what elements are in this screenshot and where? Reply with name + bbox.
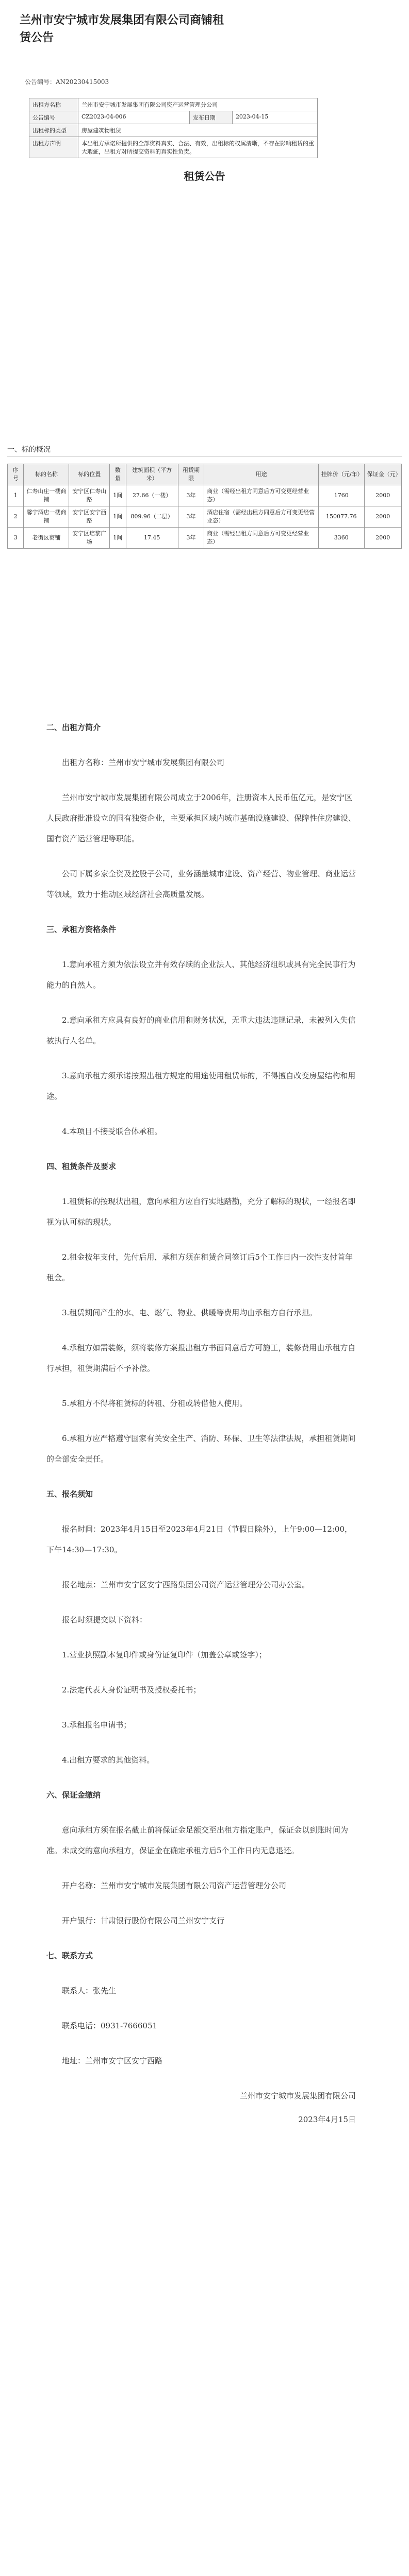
body-paragraph: 1.意向承租方须为依法设立并有效存续的企业法人、其他经济组织或具有完全民事行为能力的自然人。	[46, 960, 356, 990]
usage-text: 酒店住宿	[207, 509, 230, 516]
table-value: 房屋建筑物租赁	[78, 124, 318, 137]
table-cell: 3360	[318, 528, 364, 549]
page-title: 兰州市安宁城市发展集团有限公司商铺租赁公告	[20, 13, 224, 44]
section-heading: 三、承租方资格条件	[46, 925, 117, 934]
column-header: 挂牌价（元/年）	[318, 464, 364, 485]
body-paragraph: 1.租赁标的按现状出租，意向承租方应自行实地踏勘，充分了解标的现状，一经报名即视为认可标的现状。	[46, 1197, 356, 1227]
table-cell: 2	[8, 506, 24, 528]
table-row	[8, 485, 402, 506]
body-paragraph: 4.出租方要求的其他资料。	[62, 1755, 155, 1765]
table-cell: 商业（需经出租方同意后方可变更经营业态）	[204, 485, 319, 506]
body-paragraph: 3.意向承租方须承诺按照出租方规定的用途使用租赁标的，不得擅自改变房屋结构和用途。	[46, 1071, 356, 1101]
table-row	[29, 137, 318, 158]
table-cell: 2000	[364, 528, 401, 549]
body-paragraph: 2.租金按年支付，先付后用，承租方须在租赁合同签订后5个工作日内一次性支付首年租金。	[46, 1252, 353, 1282]
table-cell: 仁寿山庄一楼商铺	[24, 485, 69, 506]
column-header: 租赁期限	[178, 464, 204, 485]
table-cell: 1间	[110, 485, 126, 506]
column-header: 标的名称	[24, 464, 69, 485]
usage-note: 需经出租方同意后方可变更经营业态	[207, 530, 309, 545]
table-value: 兰州市安宁城市发展集团有限公司资产运营管理分公司	[78, 98, 318, 111]
body-paragraph: 联系人：张先生	[62, 1986, 117, 1995]
body-paragraph: 报名时须提交以下资料：	[62, 1615, 148, 1624]
table-cell: 1间	[110, 506, 126, 528]
signature-company: 兰州市安宁城市发展集团有限公司	[239, 2091, 356, 2100]
table-cell: 1760	[318, 485, 364, 506]
table-cell: 馨宁酒店一楼商铺	[24, 506, 69, 528]
table-label: 出租标的类型	[29, 124, 78, 137]
table-label: 发布日期	[189, 111, 232, 124]
table-cell: 1间	[110, 528, 126, 549]
body-paragraph: 开户名称：兰州市安宁城市发展集团有限公司资产运营管理分公司	[62, 1881, 287, 1890]
column-header: 数量	[110, 464, 126, 485]
body-paragraph: 开户银行：甘肃银行股份有限公司兰州安宁支行	[62, 1916, 225, 1925]
table-cell: 1	[8, 485, 24, 506]
usage-note: 需经出租方同意后方可变更经营业态	[207, 488, 309, 503]
table-cell: 3	[8, 528, 24, 549]
table-cell: 3年	[178, 528, 204, 549]
section-heading: 二、出租方简介	[46, 723, 101, 732]
table-row	[29, 111, 318, 124]
table-cell: 2000	[364, 485, 401, 506]
body-paragraph: 1.营业执照副本复印件或身份证复印件（加盖公章或签字）；	[62, 1650, 267, 1659]
column-header: 序号	[8, 464, 24, 485]
table-cell: 安宁区仁寿山路	[69, 485, 110, 506]
body-paragraph: 2.法定代表人身份证明书及授权委托书；	[62, 1685, 201, 1694]
table-cell: 安宁区安宁西路	[69, 506, 110, 528]
table-cell: 酒店住宿（需经出租方同意后方可变更经营业态）	[204, 506, 319, 528]
table-cell: 安宁区培黎广场	[69, 528, 110, 549]
body-paragraph: 4.承租方如需装修，须将装修方案报出租方书面同意后方可施工，装修费用由承租方自行承担，租赁期满后不予补偿。	[46, 1343, 356, 1373]
table-value: CZ2023-04-006	[78, 111, 190, 124]
table-cell: 17.45	[126, 528, 178, 549]
table-cell: 2000	[364, 506, 401, 528]
section-heading: 七、联系方式	[46, 1951, 93, 1960]
body-paragraph: 2.意向承租方应具有良好的商业信用和财务状况，无重大违法违规记录，未被列入失信被执行人名单。	[46, 1015, 356, 1045]
table-cell: 商业（需经出租方同意后方可变更经营业态）	[204, 528, 319, 549]
announcement-number: 公告编号：AN20230415003	[25, 78, 109, 86]
table-cell: 809.96（二层）	[126, 506, 178, 528]
signature-date: 2023年4月15日	[298, 2115, 356, 2124]
body-paragraph: 出租方名称：兰州市安宁城市发展集团有限公司	[62, 758, 225, 767]
announcement-body	[46, 711, 356, 2133]
table-label: 出租方名称	[29, 98, 78, 111]
usage-text: 商业	[207, 530, 219, 537]
body-paragraph: 报名时间：2023年4月15日至2023年4月21日（节假日除外），上午9:00—12:00，下午14:30—17:30。	[46, 1524, 353, 1554]
table-row	[29, 98, 318, 111]
body-paragraph: 3.租赁期间产生的水、电、燃气、物业、供暖等费用均由承租方自行承担。	[62, 1308, 317, 1317]
table-value: 本出租方承诺所提供的全部资料真实、合法、有效，出租标的权属清晰，不存在影响租赁的重大瑕疵，出租方对所提交资料的真实性负责。	[78, 137, 318, 158]
body-paragraph: 6.承租方应严格遵守国家有关安全生产、消防、环保、卫生等法律法规，承担租赁期间的全部安全责任。	[46, 1434, 356, 1464]
table-label: 出租方声明	[29, 137, 78, 158]
body-paragraph: 4.本项目不接受联合体承租。	[62, 1127, 162, 1136]
section-heading: 六、保证金缴纳	[46, 1790, 101, 1800]
usage-note: 需经出租方同意后方可变更经营业态	[207, 509, 315, 524]
lease-table	[7, 464, 402, 549]
table-header-row	[8, 464, 402, 485]
basic-info-table	[29, 98, 318, 158]
section-heading: 四、租赁条件及要求	[46, 1162, 117, 1171]
table-cell: 3年	[178, 506, 204, 528]
table-row	[29, 124, 318, 137]
body-paragraph: 3.承租报名申请书；	[62, 1720, 132, 1730]
table-cell: 150077.76	[318, 506, 364, 528]
table-row	[8, 506, 402, 528]
column-header: 标的位置	[69, 464, 110, 485]
body-paragraph: 兰州市安宁城市发展集团有限公司成立于2006年，注册资本人民币伍亿元，是安宁区人民政府批准设立的国有独资企业，主要承担区域内城市基础设施建设、保障性住房建设、国有资产运营管理等职能。	[46, 793, 356, 843]
notice-title: 租赁公告	[184, 170, 225, 182]
body-paragraph: 报名地点：兰州市安宁区安宁西路集团公司资产运营管理分公司办公室。	[62, 1580, 310, 1589]
table-row	[8, 528, 402, 549]
body-paragraph: 公司下属多家全资及控股子公司，业务涵盖城市建设、资产经营、物业管理、商业运营等领域，致力于推动区域经济社会高质量发展。	[46, 869, 356, 899]
section-heading: 五、报名须知	[46, 1489, 93, 1499]
table-cell: 老街区商铺	[24, 528, 69, 549]
column-header: 保证金（元）	[364, 464, 401, 485]
body-paragraph: 联系电话：0931-7666051	[62, 2021, 158, 2030]
table-value: 2023-04-15	[232, 111, 317, 124]
usage-text: 商业	[207, 488, 219, 495]
section-heading-overview: 一、标的概况	[7, 443, 402, 457]
table-cell: 27.66（一楼）	[126, 485, 178, 506]
table-cell: 3年	[178, 485, 204, 506]
table-label: 公告编号	[29, 111, 78, 124]
body-paragraph: 地址：兰州市安宁区安宁西路	[62, 2056, 163, 2065]
column-header: 建筑面积（平方米）	[126, 464, 178, 485]
body-paragraph: 5.承租方不得将租赁标的转租、分租或转借他人使用。	[62, 1399, 248, 1408]
column-header: 用途	[204, 464, 319, 485]
body-paragraph: 意向承租方须在报名截止前将保证金足额交至出租方指定账户，保证金以到账时间为准。未成交的意向承租方，保证金在确定承租方后5个工作日内无息退还。	[46, 1825, 349, 1855]
